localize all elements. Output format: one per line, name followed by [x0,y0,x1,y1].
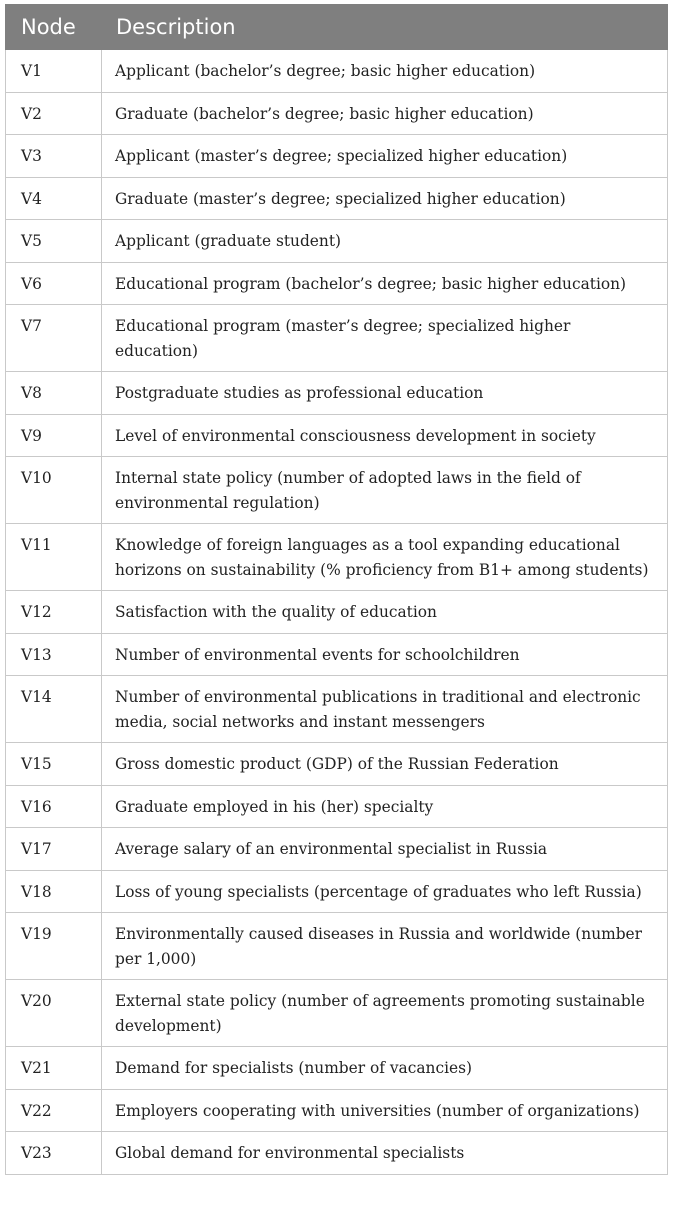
table-row [6,1132,668,1175]
node-description-cell: Applicant (bachelor’s degree; basic higher education) [102,50,668,93]
column-header-description: Description [102,5,668,50]
node-id-cell: V3 [6,135,102,178]
table-row [6,135,668,178]
node-id-cell: V6 [6,262,102,305]
table-row [6,220,668,263]
node-id-cell: V12 [6,591,102,634]
table-row [6,305,668,372]
node-description-cell: Gross domestic product (GDP) of the Russian Federation [102,743,668,786]
node-description-cell: Postgraduate studies as professional education [102,372,668,415]
column-header-node: Node [6,5,102,50]
table-row [6,870,668,913]
node-id-cell: V15 [6,743,102,786]
node-description-cell: Loss of young specialists (percentage of graduates who left Russia) [102,870,668,913]
node-id-cell: V2 [6,92,102,135]
table-row [6,1047,668,1090]
node-id-cell: V9 [6,414,102,457]
node-id-cell: V22 [6,1089,102,1132]
table-row [6,980,668,1047]
table-row [6,633,668,676]
node-description-table-container [5,4,667,1175]
node-id-cell: V16 [6,785,102,828]
node-description-cell: Level of environmental consciousness development in society [102,414,668,457]
table-row [6,372,668,415]
node-description-cell: Number of environmental events for schoolchildren [102,633,668,676]
node-description-cell: Educational program (bachelor’s degree; basic higher education) [102,262,668,305]
node-id-cell: V5 [6,220,102,263]
table-row [6,262,668,305]
table-row [6,457,668,524]
node-description-cell: Satisfaction with the quality of education [102,591,668,634]
node-id-cell: V11 [6,524,102,591]
node-id-cell: V23 [6,1132,102,1175]
node-description-cell: Number of environmental publications in traditional and electronic media, social networks and instant messengers [102,676,668,743]
node-id-cell: V14 [6,676,102,743]
node-id-cell: V19 [6,913,102,980]
node-description-cell: Demand for specialists (number of vacancies) [102,1047,668,1090]
node-description-cell: Graduate employed in his (her) specialty [102,785,668,828]
node-description-cell: Environmentally caused diseases in Russia and worldwide (number per 1,000) [102,913,668,980]
table-header-row [6,5,668,50]
table-row [6,414,668,457]
node-description-cell: Graduate (master’s degree; specialized higher education) [102,177,668,220]
table-row [6,591,668,634]
node-description-cell: Applicant (master’s degree; specialized higher education) [102,135,668,178]
table-row [6,676,668,743]
node-id-cell: V4 [6,177,102,220]
node-description-cell: Educational program (master’s degree; specialized higher education) [102,305,668,372]
table-row [6,524,668,591]
node-id-cell: V1 [6,50,102,93]
node-id-cell: V13 [6,633,102,676]
node-id-cell: V18 [6,870,102,913]
table-row [6,50,668,93]
node-description-cell: External state policy (number of agreements promoting sustainable development) [102,980,668,1047]
node-description-cell: Employers cooperating with universities (number of organizations) [102,1089,668,1132]
table-row [6,92,668,135]
table-row [6,913,668,980]
node-description-cell: Graduate (bachelor’s degree; basic higher education) [102,92,668,135]
node-description-table [5,4,668,1175]
node-description-cell: Internal state policy (number of adopted laws in the field of environmental regulation) [102,457,668,524]
table-row [6,828,668,871]
node-id-cell: V20 [6,980,102,1047]
node-description-cell: Applicant (graduate student) [102,220,668,263]
node-description-cell: Global demand for environmental specialists [102,1132,668,1175]
node-id-cell: V21 [6,1047,102,1090]
node-id-cell: V7 [6,305,102,372]
table-header [6,5,668,50]
node-description-cell: Average salary of an environmental specialist in Russia [102,828,668,871]
table-body [6,50,668,1175]
node-id-cell: V10 [6,457,102,524]
table-row [6,785,668,828]
table-row [6,177,668,220]
node-description-cell: Knowledge of foreign languages as a tool expanding educational horizons on sustainability (% proficiency from B1+ among students) [102,524,668,591]
node-id-cell: V8 [6,372,102,415]
table-row [6,1089,668,1132]
node-id-cell: V17 [6,828,102,871]
table-row [6,743,668,786]
